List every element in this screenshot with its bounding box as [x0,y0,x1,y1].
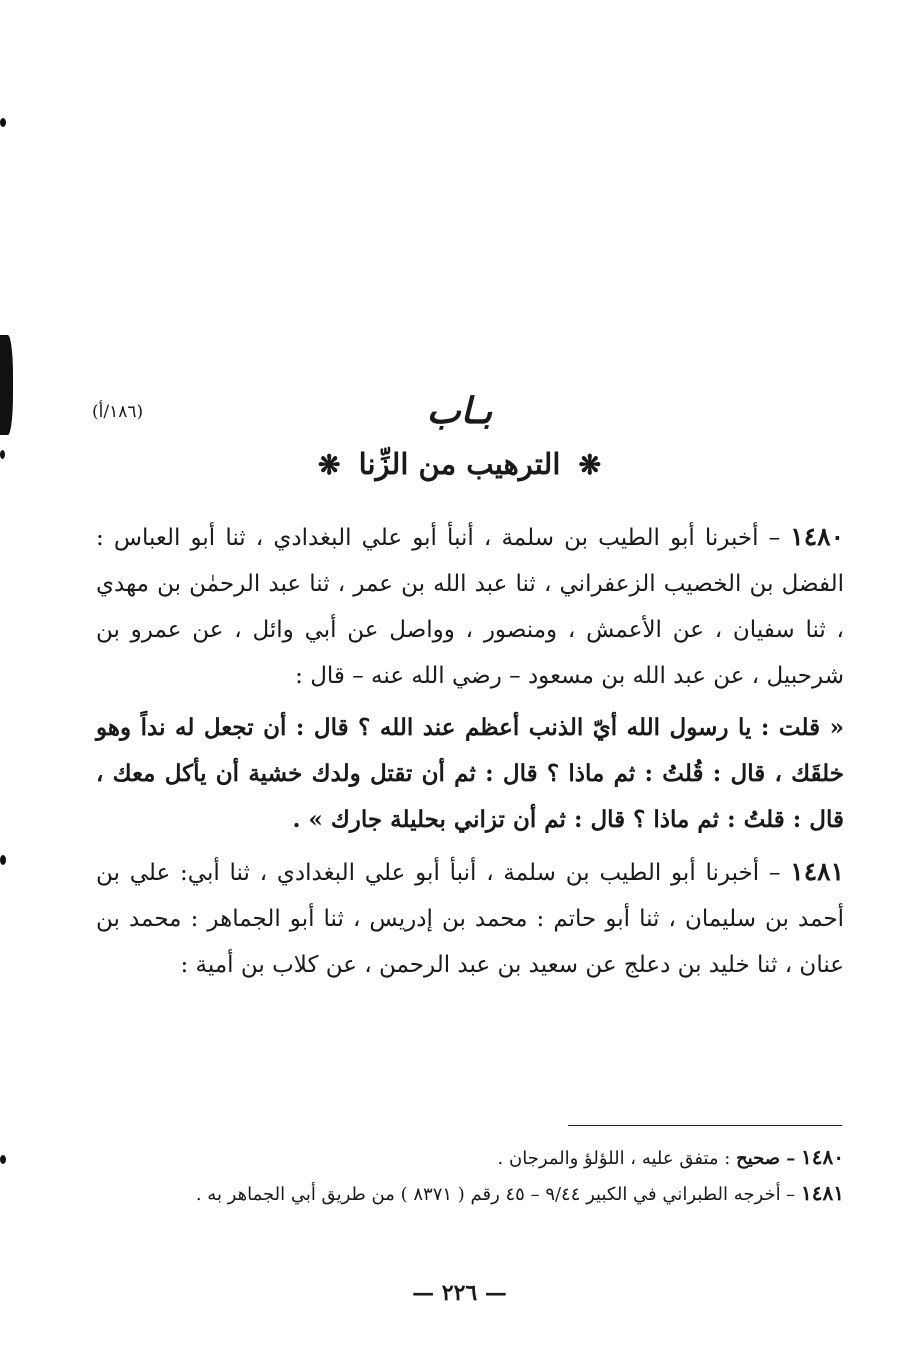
isnad-text: – أخبرنا أبو الطيب بن سلمة ، أنبأ أبو علي البغدادي ، ثنا أبو العباس : الفضل بن الخصيب الزعفراني ، ثنا عبد الله بن عمر ، ثنا عبد الرحمٰن بن مهدي ، ثنا سفيان ، عن الأعمش ، ومنصور ، وواصل عن أبي وائل ، عن عمرو بن شرحبيل ، عن عبد الله بن مسعود – رضي الله عنه – قال : [96,525,844,689]
hadith-number: ١٤٨٠ [790,522,845,551]
page-number: — ٢٢٦ — [412,1280,507,1306]
chapter-title [0,447,919,481]
chapter-title-text: الترهيب من الزِّنا [358,447,561,481]
footnotes [96,1140,844,1212]
ornament-star-icon: ❋ [578,450,602,481]
hadith-1481-isnad [96,849,844,988]
footnote-number: ١٤٨٠ [801,1145,844,1169]
isnad-text: – أخبرنا أبو الطيب بن سلمة ، أنبأ أبو علي البغدادي ، ثنا أبي: علي بن أحمد بن سليمان ، ثنا أبو حاتم : محمد بن إدريس ، ثنا أبو الجماهر : محمد بن عنان ، ثنا خليد بن دعلج عن سعيد بن عبد الرحمن ، عن كلاب بن أمية : [96,860,844,978]
scan-speck [0,118,6,127]
hadith-number: ١٤٨١ [790,857,845,886]
footnote-text: : متفق عليه ، اللؤلؤ والمرجان . [497,1148,731,1169]
footnote-item [96,1140,844,1176]
scan-speck [0,855,6,865]
footnote-text: – أخرجه الطبراني في الكبير ٩/٤٤ – ٤٥ رقم ( ٨٣٧١ ) من طريق أبي الجماهر به . [195,1184,796,1205]
main-text [96,514,844,988]
manuscript-folio-ref: (١٨٦/أ) [92,402,144,422]
scan-speck [0,1155,6,1164]
section-heading: بـاب [426,390,493,432]
ornament-star-icon: ❋ [317,450,341,481]
hadith-1480-isnad [96,514,844,699]
footnote-number: ١٤٨١ [801,1181,844,1205]
footnote-grade: – صحيح [736,1148,796,1169]
footnote-divider [568,1125,842,1126]
hadith-1480-matn: « قلت : يا رسول الله أيّ الذنب أعظم عند الله ؟ قال : أن تجعل له نداً وهو خلقَك ، قال : قُلتُ : ثم ماذا ؟ قال : ثم أن تقتل ولدك خشية أن يأكل معك ، قال : قلتُ : ثم ماذا ؟ قال : ثم أن تزاني بحليلة جارك » . [96,714,844,833]
footnote-item [96,1176,844,1212]
